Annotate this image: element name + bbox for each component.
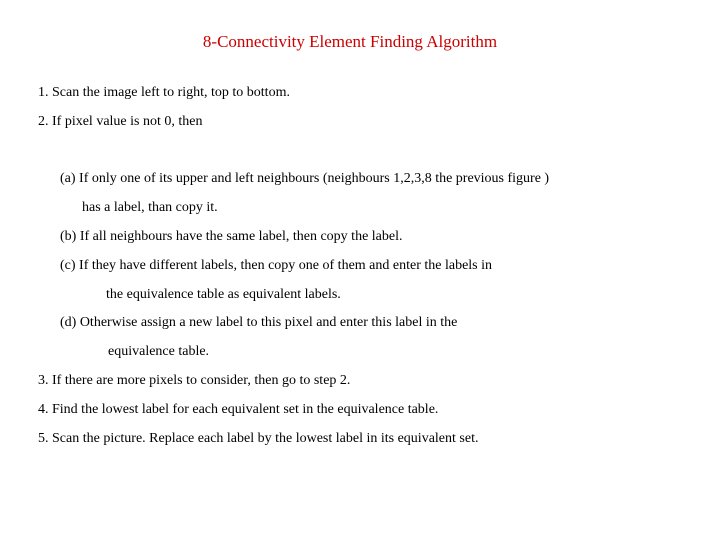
step-2c-line-1: (c) If they have different labels, then copy one of them and enter the labels in: [60, 258, 493, 273]
step-2a-line-1: (a) If only one of its upper and left neighbours (neighbours 1,2,3,8 the previous figure ): [60, 171, 550, 186]
step-2b: (b) If all neighbours have the same label, then copy the label.: [60, 229, 403, 244]
step-2a-line-2: has a label, than copy it.: [82, 200, 218, 215]
step-2: 2. If pixel value is not 0, then: [38, 114, 203, 129]
step-2d-line-2: equivalence table.: [108, 344, 210, 359]
step-2d-line-1: (d) Otherwise assign a new label to this pixel and enter this label in the: [60, 315, 458, 330]
step-1: 1. Scan the image left to right, top to bottom.: [38, 85, 290, 100]
step-5: 5. Scan the picture. Replace each label by the lowest label in its equivalent set.: [38, 431, 479, 446]
step-2c-line-2: the equivalence table as equivalent labels.: [106, 287, 341, 302]
slide-title: 8-Connectivity Element Finding Algorithm: [202, 32, 498, 51]
step-4: 4. Find the lowest label for each equivalent set in the equivalence table.: [38, 402, 439, 417]
step-3: 3. If there are more pixels to consider, then go to step 2.: [38, 373, 351, 388]
